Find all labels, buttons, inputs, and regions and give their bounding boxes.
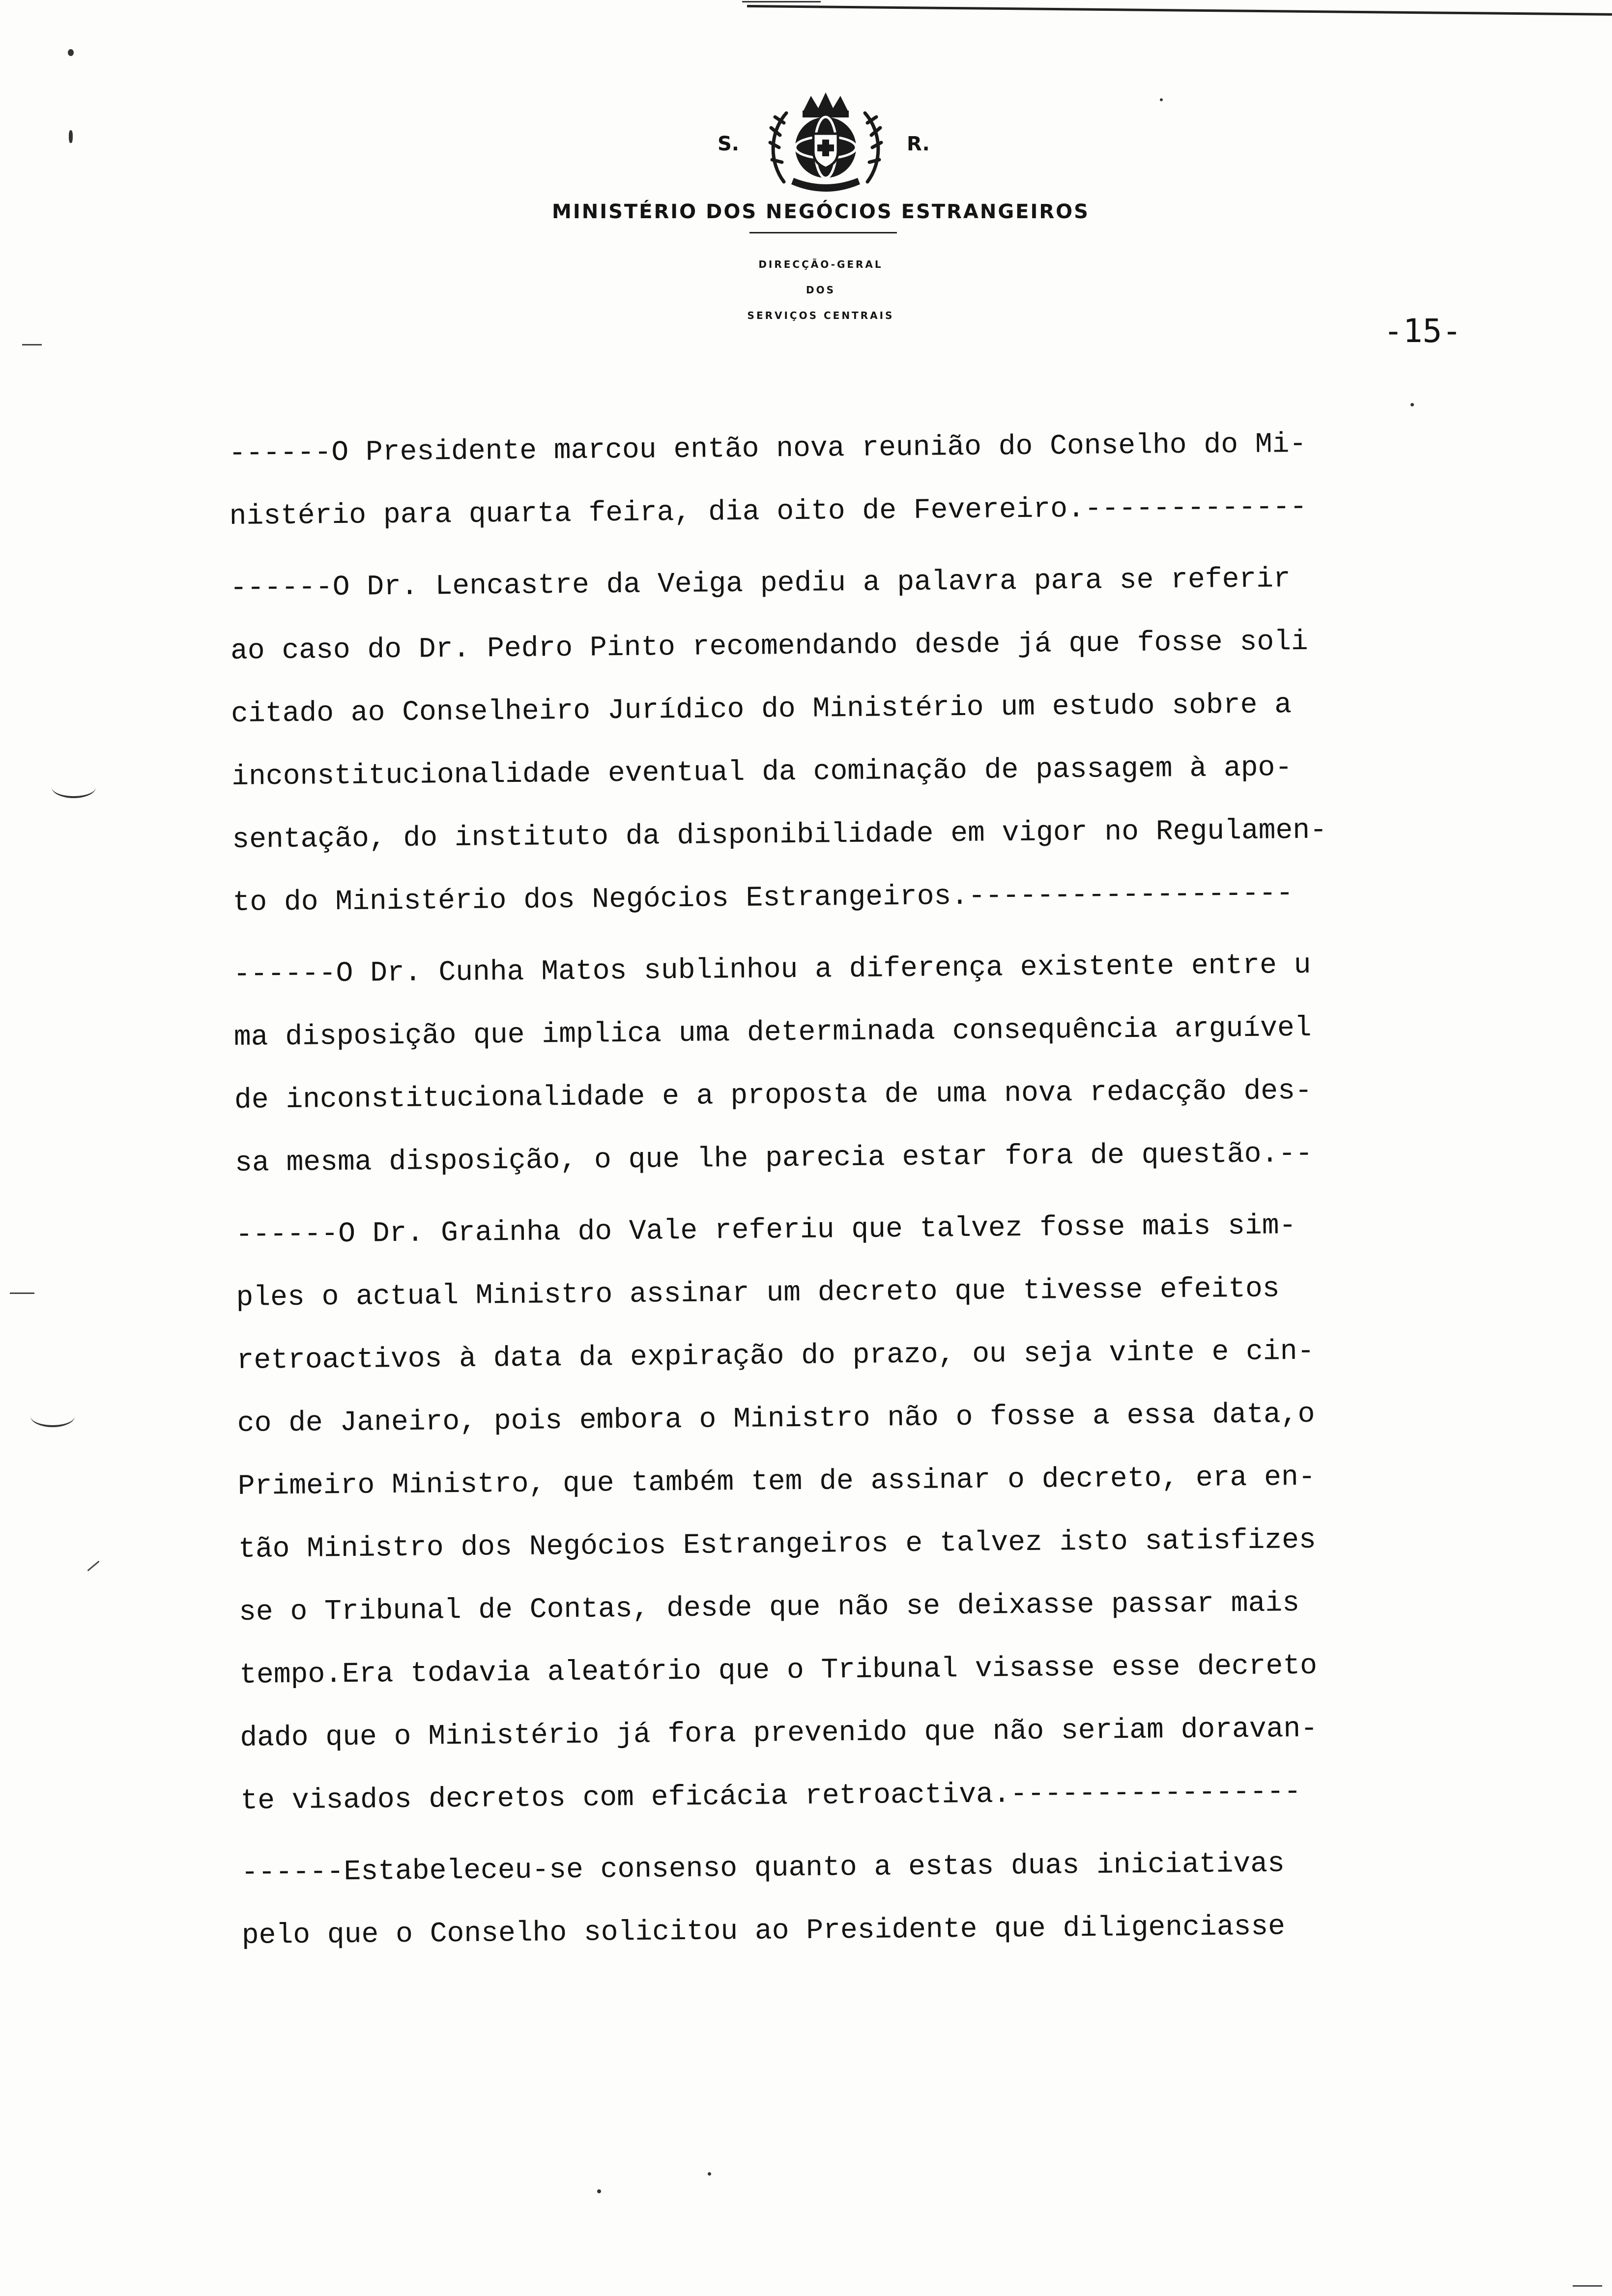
minutes-body	[229, 411, 1564, 1977]
text-line: sa mesma disposição, o que lhe parecia estar fora de questão.--	[234, 1138, 1313, 1179]
speck	[708, 2172, 711, 2176]
text-line: ma disposição que implica uma determinada consequência arguível	[233, 1012, 1312, 1054]
text-line: de inconstitucionalidade e a proposta de uma nova redacção des-	[234, 1075, 1313, 1117]
paragraph-1	[229, 411, 1552, 548]
text-line: ------O Dr. Lencastre da Veiga pediu a palavra para se referir	[230, 563, 1291, 604]
margin-mark	[87, 1561, 100, 1572]
speck	[1160, 98, 1163, 101]
division-line-3: SERVIÇOS CENTRAIS	[747, 310, 894, 321]
speck	[1410, 403, 1414, 406]
page-number: -15-	[1383, 312, 1462, 350]
paragraph-2	[230, 546, 1555, 935]
text-line: nistério para quarta feira, dia oito de Fevereiro.-------------	[229, 491, 1307, 533]
letterhead-initial-r: R.	[907, 133, 930, 155]
text-line: tão Ministro dos Negócios Estrangeiros e talvez isto satisfizes	[238, 1524, 1316, 1566]
division-line-1: DIRECÇÃO-GERAL	[758, 258, 883, 270]
text-line: tempo.Era todavia aleatório que o Tribunal visasse esse decreto	[239, 1650, 1318, 1692]
text-line: pelo que o Conselho solicitou ao Presidente que diligenciasse	[241, 1911, 1286, 1952]
text-line: ------O Presidente marcou então nova reunião do Conselho do Mi-	[229, 428, 1307, 470]
top-edge-rule	[747, 5, 1612, 16]
text-line: dado que o Ministério já fora prevenido que não seriam doravan-	[240, 1713, 1318, 1754]
paragraph-4	[235, 1192, 1563, 1833]
text-line: sentação, do instituto da disponibilidade em vigor no Regulamen-	[232, 814, 1327, 856]
margin-mark	[52, 776, 96, 798]
text-line: to do Ministério dos Negócios Estrangeiros.-------------------	[232, 878, 1294, 919]
text-line: ples o actual Ministro assinar um decreto que tivesse efeitos	[236, 1273, 1280, 1314]
text-line: ------O Dr. Cunha Matos sublinhou a diferença existente entre u	[233, 949, 1311, 991]
text-line: ------Estabeleceu-se consenso quanto a estas duas iniciativas	[241, 1848, 1285, 1889]
text-line: co de Janeiro, pois embora o Ministro não o fosse a essa data,o	[237, 1398, 1315, 1440]
text-line: ao caso do Dr. Pedro Pinto recomendando desde já que fosse soli	[230, 626, 1309, 667]
speck	[68, 49, 74, 56]
text-line: se o Tribunal de Contas, desde que não se deixasse passar mais	[238, 1587, 1300, 1629]
letterhead	[491, 84, 1150, 349]
margin-mark	[10, 1292, 34, 1294]
text-line: inconstitucionalidade eventual da cominação de passagem à apo-	[231, 752, 1293, 793]
text-line: citado ao Conselheiro Jurídico do Ministério um estudo sobre a	[230, 689, 1292, 730]
margin-mark	[1573, 2285, 1602, 2287]
division-line-2: DOS	[806, 284, 835, 296]
text-line: ------O Dr. Grainha do Vale referiu que talvez fosse mais sim-	[235, 1210, 1296, 1251]
ministry-underline	[749, 232, 897, 233]
paragraph-3	[233, 932, 1557, 1195]
margin-mark	[22, 344, 42, 345]
speck	[597, 2189, 601, 2193]
letterhead-initial-s: S.	[718, 133, 740, 155]
paragraph-5	[241, 1830, 1564, 1967]
margin-mark	[30, 1406, 75, 1427]
text-line: Primeiro Ministro, que também tem de assinar o decreto, era en-	[237, 1461, 1316, 1503]
speck	[69, 130, 73, 143]
top-edge-mark	[742, 1, 821, 2]
text-line: retroactivos à data da expiração do prazo, ou seja vinte e cin-	[236, 1335, 1315, 1377]
ministry-name: MINISTÉRIO DOS NEGÓCIOS ESTRANGEIROS	[552, 201, 1090, 223]
coat-of-arms-icon	[764, 88, 887, 197]
text-line: te visados decretos com eficácia retroactiva.-----------------	[240, 1776, 1301, 1817]
